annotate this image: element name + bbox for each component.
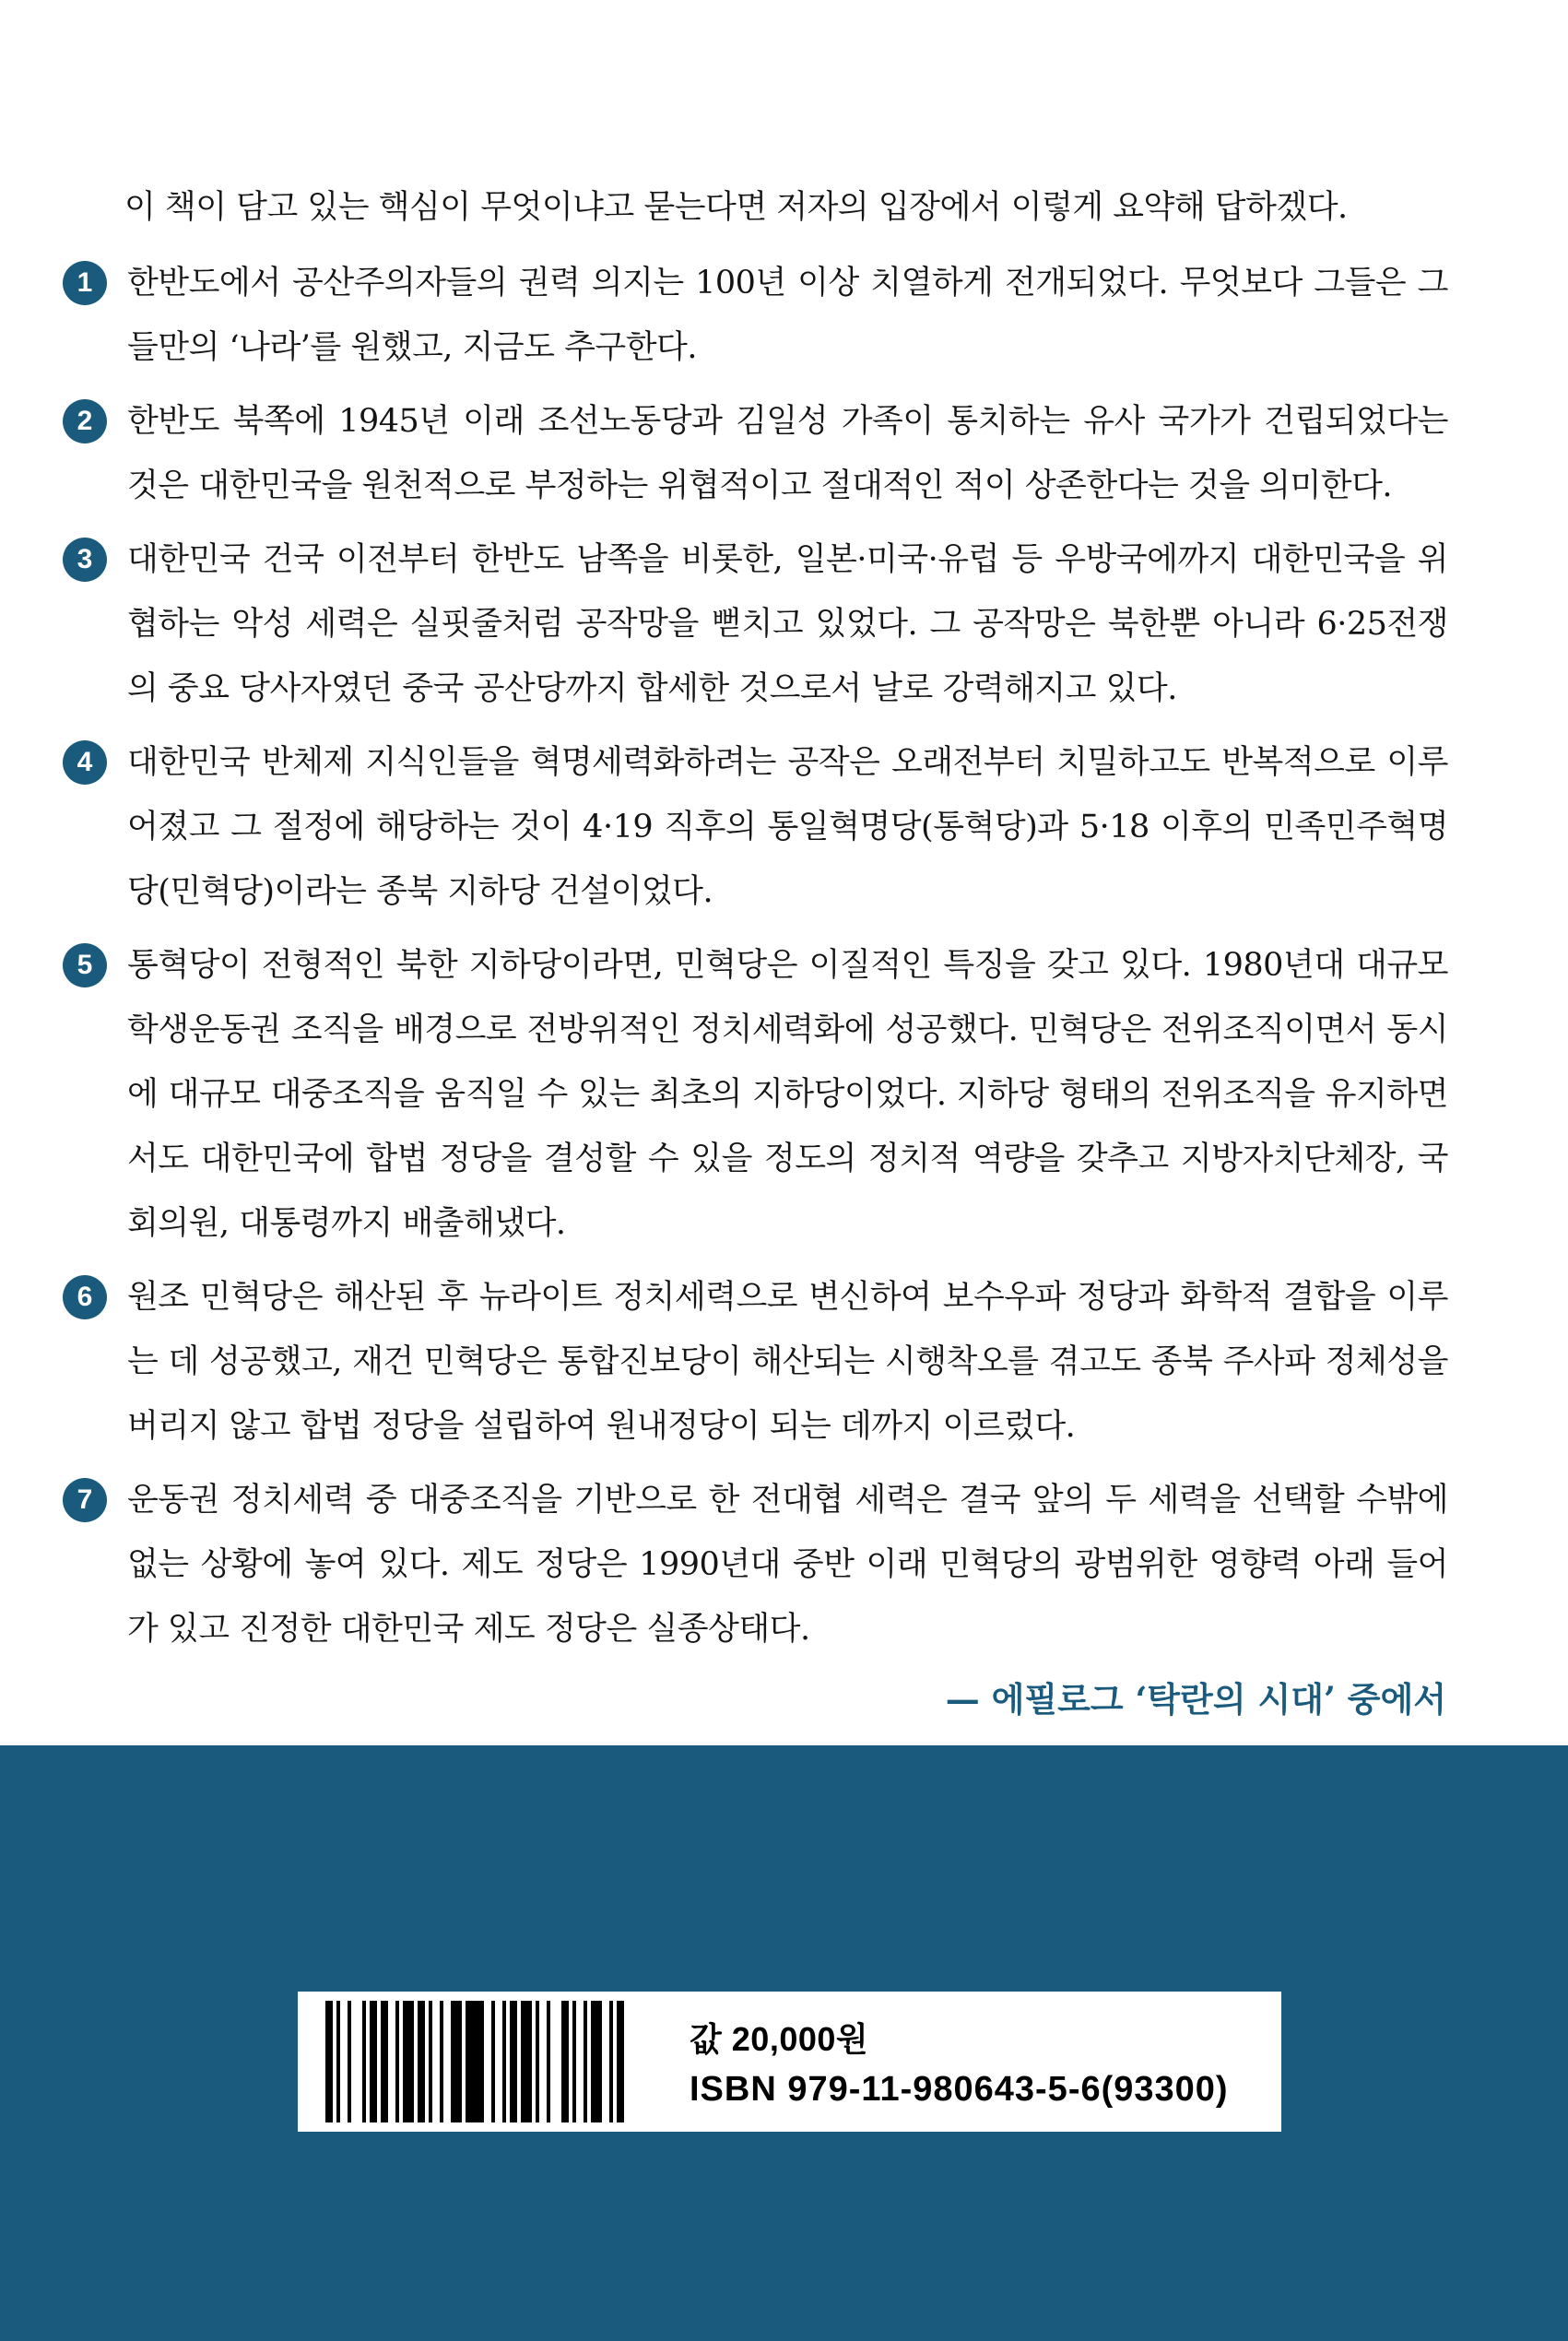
point-item xyxy=(63,933,1448,1256)
point-text: 한반도 북쪽에 1945년 이래 조선노동당과 김일성 가족이 통치하는 유사 국가가 건립되었다는 것은 대한민국을 원천적으로 부정하는 위협적이고 절대적인 적이 상존한다는 것을 의미한다. xyxy=(127,403,1448,504)
point-number-badge xyxy=(63,261,107,305)
point-item xyxy=(63,730,1448,924)
point-number: 5 xyxy=(77,950,93,980)
footer-band xyxy=(0,1745,1568,2341)
epilogue-attribution: — 에필로그 ‘탁란의 시대’ 중에서 xyxy=(945,1679,1446,1720)
point-number: 4 xyxy=(77,747,93,777)
point-number-badge xyxy=(63,1478,107,1522)
point-item xyxy=(63,1468,1448,1661)
point-item xyxy=(63,527,1448,721)
point-text: 대한민국 반체제 지식인들을 혁명세력화하려는 공작은 오래전부터 치밀하고도 반복적으로 이루어졌고 그 절정에 해당하는 것이 4·19 직후의 통일혁명당(통혁당)과 5·18 이후의 민족민주혁명당(민혁당)이라는 종북 지하당 건설이었다. xyxy=(127,744,1448,910)
barcode xyxy=(325,2001,624,2122)
point-number-badge xyxy=(63,943,107,987)
point-number-badge xyxy=(63,538,107,582)
point-text: 운동권 정치세력 중 대중조직을 기반으로 한 전대협 세력은 결국 앞의 두 세력을 선택할 수밖에 없는 상황에 놓여 있다. 제도 정당은 1990년대 중반 이래 민혁당의 광범위한 영향력 아래 들어가 있고 진정한 대한민국 제도 정당은 실종상태다. xyxy=(127,1482,1448,1648)
point-number: 3 xyxy=(77,544,93,574)
intro-text: 이 책이 담고 있는 핵심이 무엇이냐고 묻는다면 저자의 입장에서 이렇게 요약해 답하겠다. xyxy=(124,189,1348,226)
isbn-label: ISBN 979-11-980643-5-6(93300) xyxy=(690,2070,1229,2109)
point-number-badge xyxy=(63,399,107,443)
point-item xyxy=(63,251,1448,380)
point-number: 7 xyxy=(77,1484,93,1515)
point-number-badge xyxy=(63,740,107,785)
point-text: 원조 민혁당은 해산된 후 뉴라이트 정치세력으로 변신하여 보수우파 정당과 화학적 결합을 이루는 데 성공했고, 재건 민혁당은 통합진보당이 해산되는 시행착오를 겪고도 종북 주사파 정체성을 버리지 않고 합법 정당을 설립하여 원내정당이 되는 데까지 이르렀다. xyxy=(127,1279,1448,1445)
point-number: 1 xyxy=(77,267,93,298)
point-item xyxy=(63,1265,1448,1459)
summary-section xyxy=(63,175,1448,1722)
point-number-badge xyxy=(63,1275,107,1319)
colophon xyxy=(690,2016,1229,2115)
points-list xyxy=(63,251,1448,1661)
point-number: 6 xyxy=(77,1282,93,1312)
point-item xyxy=(63,389,1448,518)
point-text: 통혁당이 전형적인 북한 지하당이라면, 민혁당은 이질적인 특징을 갖고 있다. 1980년대 대규모 학생운동권 조직을 배경으로 전방위적인 정치세력화에 성공했다. 민혁당은 전위조직이면서 동시에 대규모 대중조직을 움직일 수 있는 최초의 지하당이었다. 지하당 형태의 전위조직을 유지하면서도 대한민국에 합법 정당을 결성할 수 있을 정도의 정치적 역량을 갖추고 지방자치단체장, 국회의원, 대통령까지 배출해냈다. xyxy=(127,947,1448,1242)
barcode-box xyxy=(298,1992,1281,2132)
point-text: 한반도에서 공산주의자들의 권력 의지는 100년 이상 치열하게 전개되었다. 무엇보다 그들은 그들만의 ‘나라’를 원했고, 지금도 추구한다. xyxy=(127,265,1448,366)
point-text: 대한민국 건국 이전부터 한반도 남쪽을 비롯한, 일본·미국·유럽 등 우방국에까지 대한민국을 위협하는 악성 세력은 실핏줄처럼 공작망을 뻗치고 있었다. 그 공작망은 북한뿐 아니라 6·25전쟁의 중요 당사자였던 중국 공산당까지 합세한 것으로서 날로 강력해지고 있다. xyxy=(127,541,1448,707)
point-number: 2 xyxy=(77,406,93,436)
price-label: 값 20,000원 xyxy=(690,2020,869,2058)
